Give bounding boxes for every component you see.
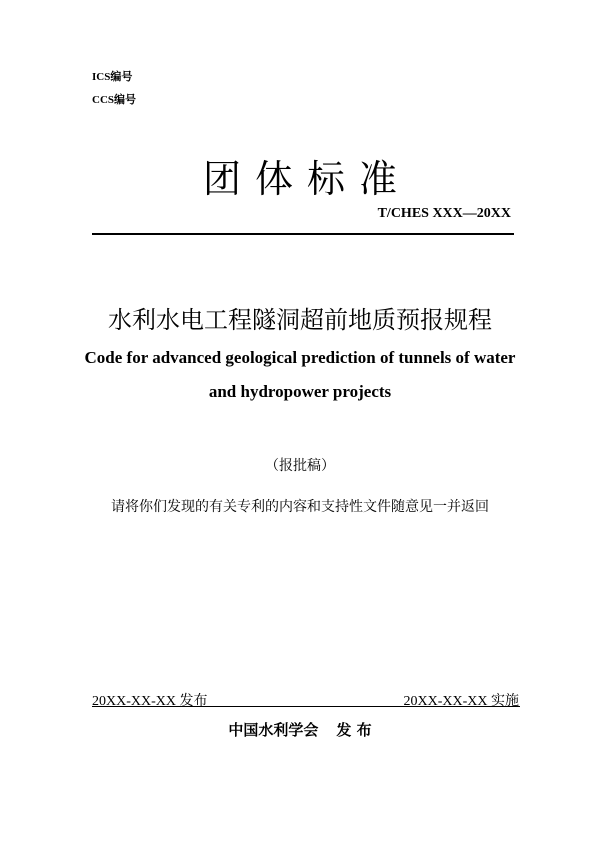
ccs-number-label: CCS编号 [92,94,137,106]
standard-type-heading: 团体标准 [202,157,411,201]
header-divider [92,233,514,235]
english-title-line-2: and hydropower projects [208,382,392,401]
ics-number-label: ICS编号 [92,71,133,83]
publisher-line [0,719,600,740]
publisher-action: 发 布 [336,721,372,739]
english-title-line-1: Code for advanced geological prediction of tunnels of water [84,348,516,367]
publisher-name: 中国水利学会 [228,721,319,739]
draft-status: （报批稿） [265,459,335,474]
standard-number: T/CHES XXX—20XX [377,206,511,221]
patent-notice: 请将你们发现的有关专利的内容和支持性文件随意见一并返回 [111,500,489,515]
implementation-date: 20XX-XX-XX 实施 [403,694,519,709]
issue-date: 20XX-XX-XX 发布 [92,694,208,709]
chinese-title: 水利水电工程隧洞超前地质预报规程 [108,306,492,334]
footer-divider [92,706,520,707]
